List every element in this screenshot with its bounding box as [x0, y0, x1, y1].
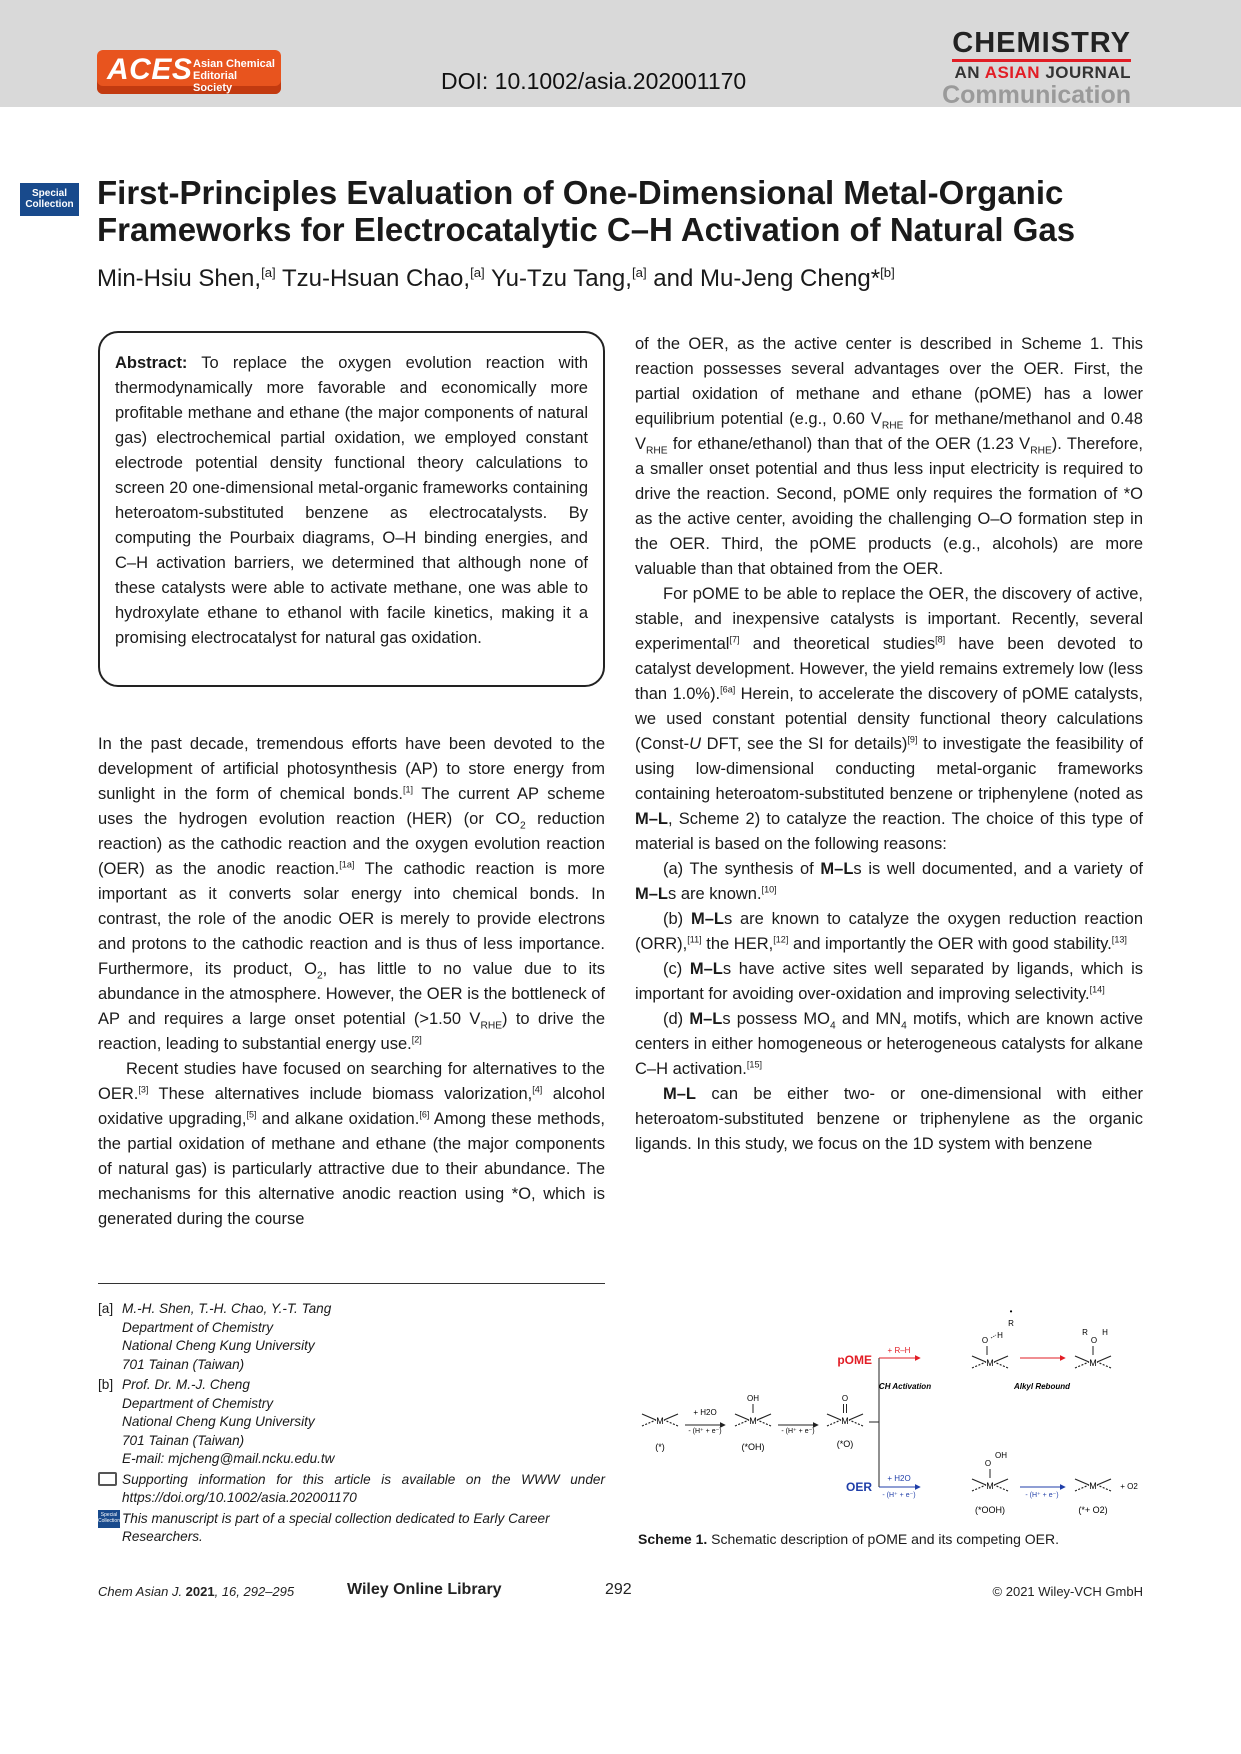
svg-text:M: M — [1089, 1481, 1097, 1491]
svg-text:•: • — [1009, 1307, 1013, 1316]
paragraph: In the past decade, tremendous efforts have been devoted to the development of artificial photosynthesis (AP) to store energy from sunlight in the form of chemical bonds.[1] The current AP scheme uses the hydrogen evolution reaction (HER) (or $CO_2$ reduction reaction) as the cathodic reaction and the oxygen evolution reaction (OER) as the anodic reaction.[1a] The cathodic reaction is more important as it converts solar energy into chemical bonds. In contrast, the role of the anodic OER is merely to provide electrons and protons to the cathodic reaction and is thus of less importance. Furthermore, its product, $O_2$, has little to no value due to its abundance in the atmosphere. However, the OER is the bottleneck of AP and requires a large onset potential (>1.50 $V_{RHE}$) to drive the reaction, leading to substantial energy use.[2] — [98, 735, 605, 1053]
doi-text: DOI: 10.1002/asia.202001170 — [441, 68, 747, 94]
svg-text:+ H2O: + H2O — [887, 1474, 911, 1483]
svg-text:M: M — [1089, 1358, 1097, 1368]
svg-text:O: O — [984, 1459, 992, 1468]
svg-text:R: R — [1082, 1328, 1088, 1337]
svg-text:(*): (*) — [655, 1442, 665, 1452]
body-column-right — [635, 332, 1143, 1157]
paragraph: Recent studies have focused on searching for alternatives to the OER.[3] These alternatives include biomass valorization,[4] alcohol oxidative upgrading,[5] and alkane oxidation.[6] Among these methods, the partial oxidation of methane and ethane (the major components of natural gas) is particularly attractive due to their abundance. The mechanisms for this alternative anodic reaction using *O, which is generated during the course — [98, 1060, 605, 1228]
special-collection-mini-badge: Special Collection — [98, 1510, 120, 1528]
svg-text:OH: OH — [995, 1451, 1007, 1460]
svg-text:R: R — [1008, 1319, 1014, 1328]
svg-text:(*OOH): (*OOH) — [975, 1505, 1005, 1515]
species-o2-release — [1075, 1479, 1138, 1515]
species-oh — [735, 1394, 771, 1452]
journal-logo — [931, 28, 1131, 108]
aces-logo-subtitle: Asian Chemical Editorial Society — [193, 58, 275, 94]
svg-text:- (H⁺ + e⁻): - (H⁺ + e⁻) — [882, 1492, 916, 1499]
svg-text:(*+ O2): (*+ O2) — [1078, 1505, 1108, 1515]
svg-text:M: M — [749, 1416, 757, 1426]
svg-text:+ H2O: + H2O — [693, 1408, 717, 1417]
paragraph: (d) M–Ls possess $MO_4$ and $MN_4$ motifs, which are known active centers in either homogeneous or heterogeneous catalysts for alkane C–H activation.[15] — [635, 1010, 1144, 1078]
svg-text:M: M — [841, 1416, 849, 1426]
svg-text:CH Activation: CH Activation — [878, 1382, 932, 1391]
svg-text:M: M — [986, 1358, 994, 1368]
svg-text:(*OH): (*OH) — [741, 1442, 765, 1452]
special-collection-badge: Special Collection — [20, 183, 79, 216]
paragraph: For pOME to be able to replace the OER, the discovery of active, stable, and inexpensive catalysts is important. Recently, several experimental[7] and theoretical studies[8] have been devoted to catalyst development. However, the yield remains extremely low (less than 1.0%).[6a] Herein, to accelerate the discovery of pOME catalysts, we used constant potential density functional theory calculations (Const-U DFT, see the SI for details)[9] to investigate the feasibility of using low-dimensional conducting metal-organic frameworks containing heteroatom-substituted benzene or triphenylene (noted as M–L, Scheme 2) to catalyze the reaction. The choice of this type of material is based on the following reasons: — [635, 585, 1144, 853]
affiliation-a: [a] M.-H. Shen, T.-H. Chao, Y.-T. Tang Department of Chemistry National Cheng Kung University 701 Tainan (Taiwan) — [98, 1301, 332, 1372]
journal-logo-line2: AN ASIAN JOURNAL — [954, 63, 1131, 82]
paragraph: (a) The synthesis of M–Ls is well documented, and a variety of M–Ls are known.[10] — [635, 860, 1143, 903]
aces-logo-word: ACES — [107, 53, 193, 86]
computer-icon — [98, 1472, 117, 1486]
paragraph: M–L can be either two- or one-dimensional with either heteroatom-substituted benzene or triphenylene as the organic ligands. In this study, we focus on the 1D system with benzene — [635, 1085, 1143, 1153]
svg-text:M: M — [656, 1416, 664, 1426]
paragraph: (b) M–Ls are known to catalyze the oxygen reduction reaction (ORR),[11] the HER,[12] and importantly the OER with good stability.[13] — [635, 910, 1144, 953]
affiliations — [98, 1300, 605, 1547]
svg-text:+ R–H: + R–H — [887, 1346, 911, 1355]
footnote-divider — [98, 1283, 605, 1284]
copyright: © 2021 Wiley-VCH GmbH — [992, 1584, 1143, 1599]
collection-note: Special Collection This manuscript is part of a special collection dedicated to Early Career Researchers. — [98, 1510, 550, 1544]
paragraph: of the OER, as the active center is described in Scheme 1. This reaction possesses several advantages over the OER. First, the partial oxidation of methane and ethane (pOME) has a lower equilibrium potential (e.g., 0.60 $V_{RHE}$ for methane/methanol and 0.48 $V_{RHE}$ for ethane/ethanol) than that of the OER (1.23 $V_{RHE}$). Therefore, a smaller onset potential and thus less input electricity is required to drive the reaction. Second, pOME only requires the formation of *O as the active center, avoiding the challenging O–O formation step in the OER. Third, the pOME products (e.g., alcohols) are more valuable than that obtained from the OER. — [635, 335, 1143, 578]
oer-label: OER — [845, 1480, 872, 1494]
svg-text:O: O — [981, 1336, 989, 1345]
species-alcohol — [1075, 1328, 1111, 1368]
paragraph: (c) M–Ls have active sites well separated by ligands, which is important for avoiding over-oxidation and improving selectivity.[14] — [635, 960, 1143, 1003]
aces-logo — [97, 50, 281, 94]
species-ts-ch — [972, 1307, 1014, 1368]
footer-citation: Chem Asian J. 2021, 16, 292–295 — [98, 1584, 295, 1599]
svg-text:- (H⁺ + e⁻): - (H⁺ + e⁻) — [781, 1428, 815, 1435]
journal-header — [0, 0, 1241, 107]
wiley-online-library-link[interactable]: Wiley Online Library — [347, 1581, 502, 1598]
abstract-box — [98, 331, 605, 687]
species-bare-site — [642, 1414, 678, 1452]
svg-text:H: H — [1102, 1328, 1108, 1337]
svg-text:O: O — [841, 1394, 849, 1403]
svg-text:O: O — [1090, 1336, 1098, 1345]
scheme-caption: Scheme 1. Schematic description of pOME and its competing OER. — [638, 1531, 1059, 1547]
svg-text:OH: OH — [747, 1394, 759, 1403]
svg-text:H: H — [997, 1331, 1003, 1340]
species-ooh — [972, 1451, 1008, 1515]
species-o — [827, 1394, 863, 1449]
article-title: First-Principles Evaluation of One-Dimensional Metal-Organic Frameworks for Electrocatalytic C–H Activation of Natural Gas — [97, 174, 1076, 248]
svg-text:M: M — [986, 1481, 994, 1491]
svg-text:(*O): (*O) — [836, 1439, 854, 1449]
svg-text:- (H⁺ + e⁻): - (H⁺ + e⁻) — [1025, 1492, 1059, 1499]
pome-label: pOME — [837, 1353, 872, 1367]
affiliation-b: [b] Prof. Dr. M.-J. Cheng Department of Chemistry National Cheng Kung University 701 Tainan (Taiwan) E-mail: mjcheng@mail.ncku.edu.tw — [98, 1376, 605, 1469]
svg-text:Alkyl Rebound: Alkyl Rebound — [1013, 1382, 1071, 1391]
page-number: 292 — [605, 1581, 632, 1598]
supporting-info-note: Supporting information for this article is available on the WWW under https://doi.org/10.1002/asia.202001170 — [98, 1471, 605, 1508]
journal-logo-line1: CHEMISTRY — [952, 28, 1131, 62]
svg-text:+ O2: + O2 — [1120, 1482, 1138, 1491]
scheme-1-figure — [635, 1300, 1143, 1530]
email-link[interactable]: E-mail: mjcheng@mail.ncku.edu.tw — [122, 1451, 335, 1466]
article-type: Communication — [942, 81, 1131, 109]
abstract-text: Abstract: To replace the oxygen evolution reaction with thermodynamically more favorable and economically more profitable methane and ethane (the major components of natural gas) electrochemical partial oxidation, we employed constant electrode potential density functional theory calculations to screen 20 one-dimensional metal-organic frameworks containing heteroatom-substituted benzene as electrocatalysts. By computing the Pourbaix diagrams, O–H binding energies, and C–H activation barriers, we determined that although none of these catalysts were able to activate methane, one was able to hydroxylate ethane to ethanol with facile kinetics, making it a promising electrocatalyst for natural gas oxidation. — [115, 354, 588, 647]
body-column-left — [98, 732, 605, 1232]
author-list: Min-Hsiu Shen,[a] Tzu-Hsuan Chao,[a] Yu-Tzu Tang,[a] and Mu-Jeng Cheng*[b] — [97, 265, 895, 292]
svg-text:- (H⁺ + e⁻): - (H⁺ + e⁻) — [688, 1428, 722, 1435]
